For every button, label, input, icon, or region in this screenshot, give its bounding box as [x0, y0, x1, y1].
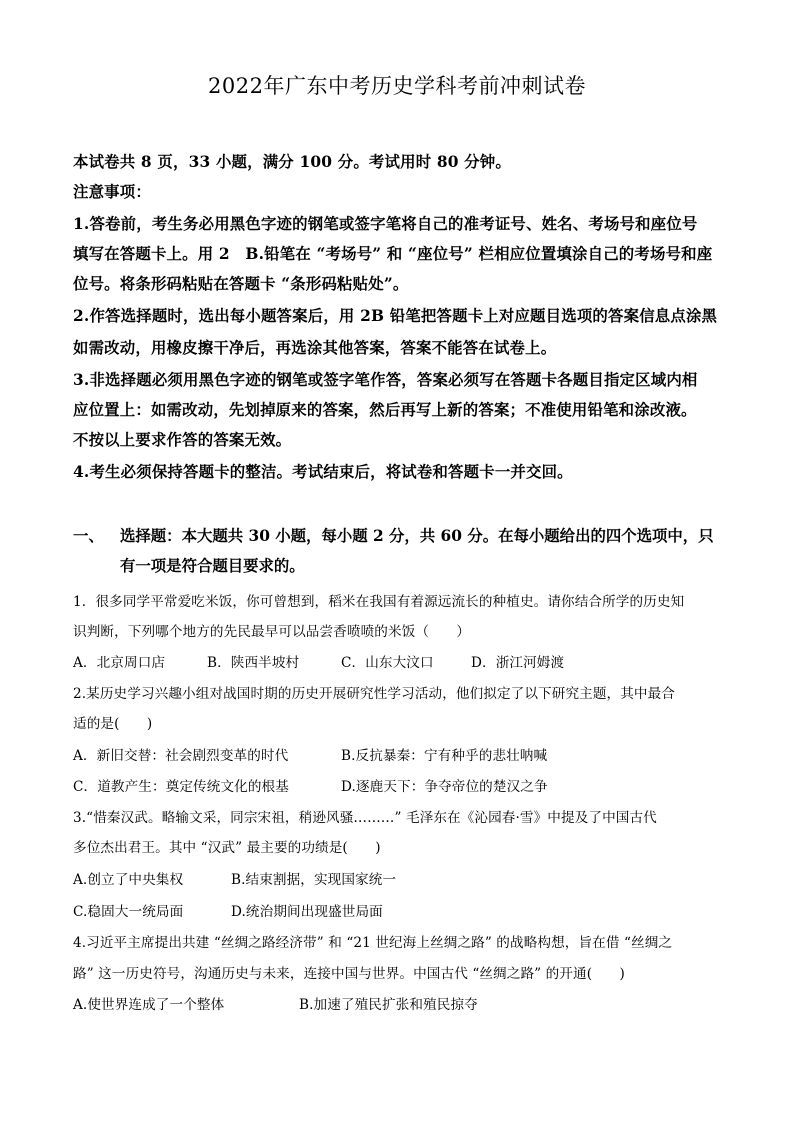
option-row: [73, 651, 564, 671]
option-c: C.稳固大一统局面: [73, 904, 184, 920]
notice-line: 1.答卷前，考生务必用黑色字迹的钢笔或签字笔将自己的准考证号、姓名、考场号和座位号: [73, 215, 698, 233]
option-row: [73, 744, 547, 764]
question-stem: 识判断，下列哪个地方的先民最早可以品尝香喷喷的米饭（ ）: [73, 624, 471, 640]
notice-line: 位号。将条形码粘贴在答题卡 “条形码粘贴处”。: [73, 275, 409, 293]
exam-title: 2022年广东中考历史学科考前冲刺试卷: [208, 74, 586, 98]
option-b: B．陕西半坡村: [207, 655, 300, 671]
option-d: D.统治期间出现盛世局面: [231, 904, 383, 920]
option-d: D.逐鹿天下：争夺帝位的楚汉之争: [341, 779, 548, 795]
option-row: [73, 775, 548, 795]
exam-summary: 本试卷共 8 页，33 小题，满分 100 分。考试用时 80 分钟。: [73, 153, 511, 171]
option-b: B.加速了殖民扩张和殖民掠夺: [299, 997, 478, 1013]
notice-line: 应位置上：如需改动，先划掉原来的答案，然后再写上新的答案；不准使用铅笔和涂改液。: [73, 401, 697, 419]
question-stem: 3.“惜秦汉武。略输文采，同宗宋祖，稍逊风骚………” 毛泽东在《沁园春·雪》中提及了中国古代: [73, 810, 657, 826]
section-heading: 选择题：本大题共 30 小题，每小题 2 分，共 60 分。在每小题给出的四个选项中，只: [120, 527, 714, 545]
option-a: A．北京周口店: [73, 655, 166, 671]
notice-line: 4.考生必须保持答题卡的整洁。考试结束后，将试卷和答题卡一并交回。: [73, 463, 573, 481]
notice-line: 如需改动，用橡皮擦干净后，再选涂其他答案，答案不能答在试卷上。: [73, 339, 557, 357]
question-stem: 多位杰出君王。其中 “汉武” 最主要的功绩是( ): [73, 840, 381, 856]
question-stem: 4.习近平主席提出共建 “丝绸之路经济带” 和 “21 世纪海上丝绸之路” 的战略构想，旨在借 “丝绸之: [73, 935, 673, 951]
option-row: [73, 900, 383, 920]
notice-heading: 注意事项：: [73, 183, 151, 201]
notice-line: 2.作答选择题时，选出每小题答案后，用 2B 铅笔把答题卡上对应题目选项的答案信息点涂黑: [73, 307, 718, 325]
question-stem: 路” 这一历史符号，沟通历史与未来，连接中国与世界。中国古代 “丝绸之路” 的开通( ): [73, 966, 625, 982]
notice-line: 不按以上要求作答的答案无效。: [73, 431, 292, 449]
question-stem: 适的是( ): [73, 716, 153, 732]
notice-line: 3.非选择题必须用黑色字迹的钢笔或签字笔作答，答案必须写在答题卡各题目指定区域内相: [73, 371, 698, 389]
question-stem: 2.某历史学习兴趣小组对战国时期的历史开展研究性学习活动，他们拟定了以下研究主题，其中最合: [73, 686, 675, 702]
option-row: [73, 868, 396, 888]
option-a: A.创立了中央集权: [73, 872, 184, 888]
option-a: A．新旧交替：社会剧烈变革的时代: [73, 748, 289, 764]
option-d: D．浙江河姆渡: [471, 655, 565, 671]
option-row: [73, 993, 478, 1013]
option-a: A.使世界连成了一个整体: [73, 997, 225, 1013]
section-number: 一、: [73, 527, 104, 545]
option-c: C．山东大汶口: [341, 655, 434, 671]
option-b: B.反抗暴秦：宁有种乎的悲壮呐喊: [341, 748, 548, 764]
option-c: C．道教产生：奠定传统文化的根基: [73, 779, 289, 795]
question-stem: 1．很多同学平常爱吃米饭，你可曾想到，稻米在我国有着源远流长的种植史。请你结合所学的历史知: [73, 594, 685, 610]
section-heading-cont: 有一项是符合题目要求的。: [120, 557, 305, 575]
notice-line: 填写在答题卡上。用 2 B.铅笔在 “考场号” 和 “座位号” 栏相应位置填涂自己的考场号和座: [73, 245, 713, 263]
option-b: B.结束割据，实现国家统一: [231, 872, 397, 888]
